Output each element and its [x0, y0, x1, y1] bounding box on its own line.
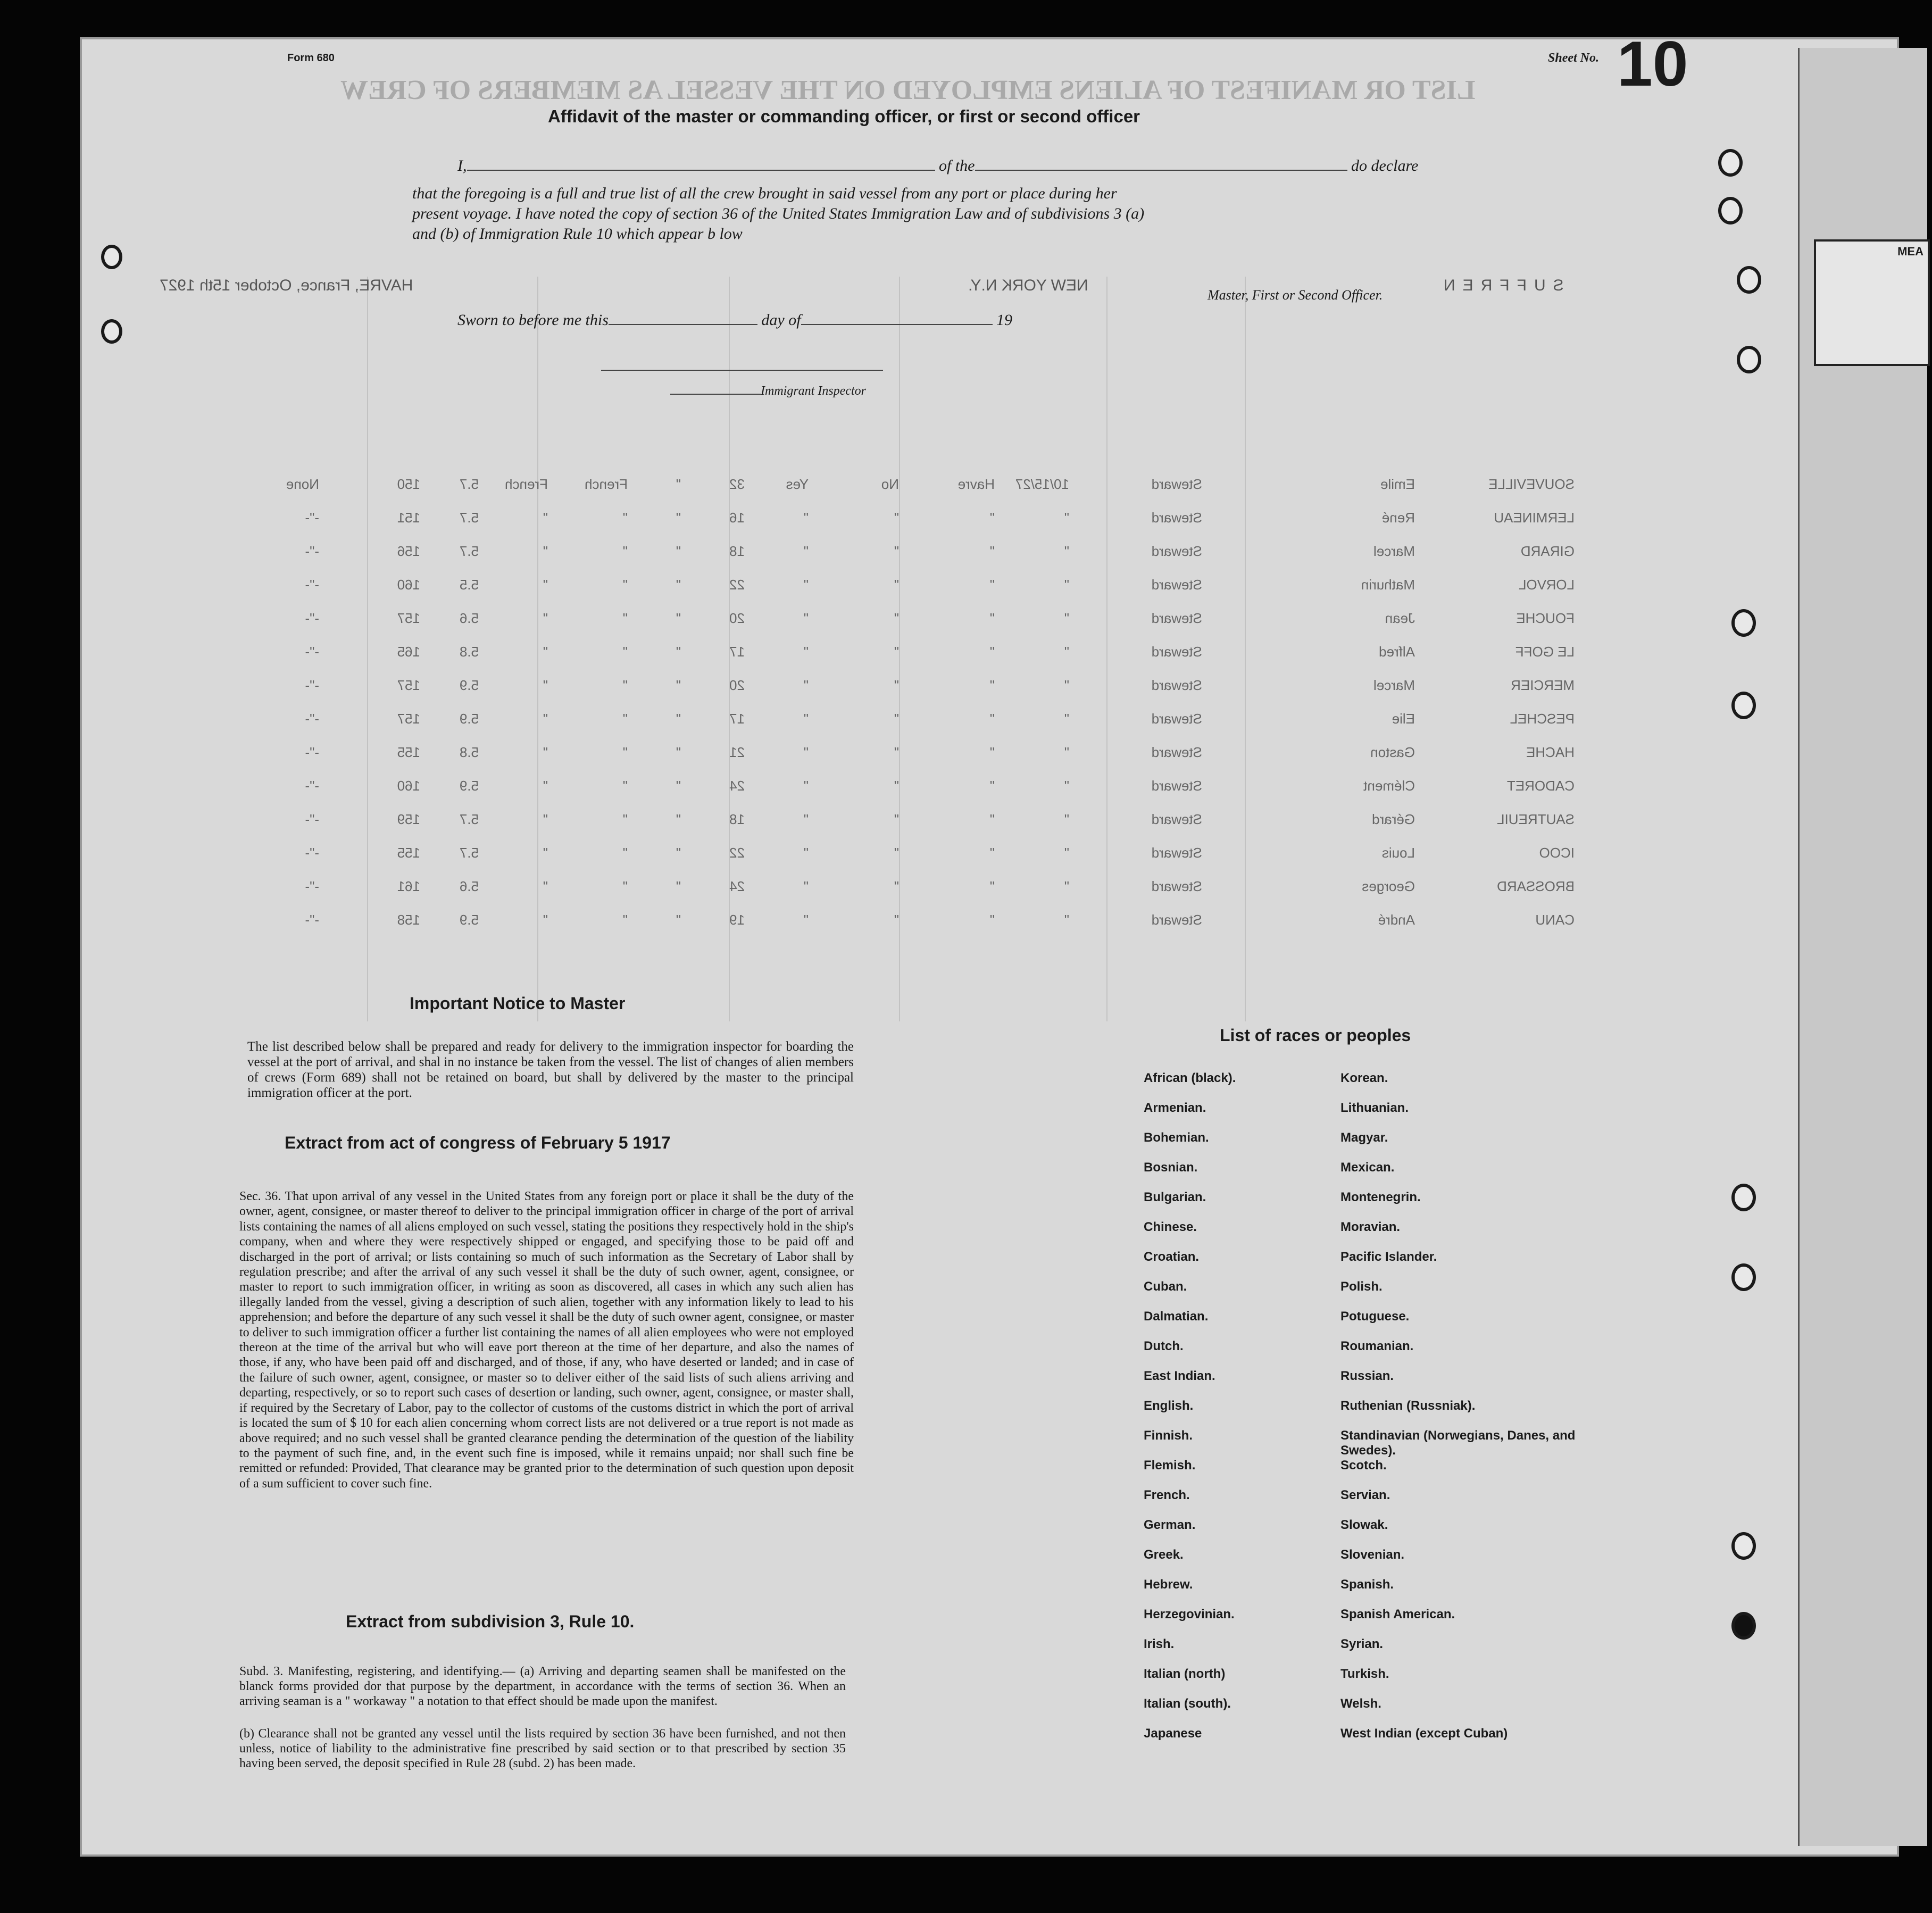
ghost-cell: " — [1064, 543, 1069, 559]
race-item: Hebrew. — [1144, 1577, 1193, 1592]
ghost-cell: " — [622, 510, 628, 526]
ghost-cell: " — [803, 744, 809, 760]
ghost-cell: 159 — [397, 811, 420, 827]
race-item: Ruthenian (Russniak). — [1340, 1399, 1476, 1413]
ghost-cell: Clément — [1363, 778, 1415, 794]
race-item: Standinavian (Norwegians, Danes, and Swedes). — [1340, 1428, 1576, 1458]
ghost-cell: " — [894, 744, 899, 760]
ghost-cell: SOUVEVILLE — [1488, 476, 1575, 492]
ghost-cell: -"- — [305, 878, 319, 894]
ghost-cell: 5.6 — [459, 878, 479, 894]
ghost-cell: Elie — [1392, 711, 1415, 727]
ghost-cell: " — [894, 878, 899, 894]
binder-hole — [1731, 1612, 1756, 1640]
ghost-cell: " — [989, 577, 995, 593]
race-item: Herzegovinian. — [1144, 1607, 1235, 1621]
binder-hole — [1731, 1184, 1756, 1211]
ghost-cell: 21 — [729, 744, 745, 760]
race-item: West Indian (except Cuban) — [1340, 1726, 1508, 1741]
ghost-cell: -"- — [305, 744, 319, 760]
ghost-cell: " — [1064, 510, 1069, 526]
ghost-cell: CANU — [1535, 912, 1575, 928]
ghost-cell: " — [989, 543, 995, 559]
ghost-cell: " — [894, 577, 899, 593]
ghost-cell: " — [894, 845, 899, 861]
ghost-cell: " — [543, 845, 548, 861]
race-item: Russian. — [1340, 1369, 1394, 1383]
ghost-cell: French — [505, 476, 548, 492]
extract-rule-text-a: Subd. 3. Manifesting, registering, and identifying.— (a) Arriving and departing seamen shall be manifested on the blanck forms provided dor that purpose by the department, in accordance with the terms of section 36. When an arriving seaman is a " workaway " a notation to that effect should be made upon the manifest. — [239, 1665, 846, 1708]
notice-text: The list described below shall be prepared and ready for delivery to the immigration inspector for boarding the vessel at the port of arrival, and shal in no instance be taken from the vessel. The list of changes of alien members of crews (Form 689) shall not be retained on board, but shall by delivered by the master to the principal immigration officer at the port. — [247, 1039, 854, 1100]
extract-rule-text-b: (b) Clearance shall not be granted any vessel until the lists required by section 36 have been furnished, and not then unless, notice of liability to the administrative fine prescribed by said section or to that prescribed by section 35 having been served, the deposit specified in Rule 28 (subd. 2) has been made. — [239, 1727, 846, 1770]
ghost-cell: 5.9 — [459, 711, 479, 727]
ghost-cell: French — [585, 476, 628, 492]
ghost-cell: " — [989, 644, 995, 660]
ghost-cell: Georges — [1362, 878, 1415, 894]
ghost-cell: " — [1064, 577, 1069, 593]
ghost-cell: 17 — [729, 711, 745, 727]
column-rule — [537, 277, 538, 1021]
ghost-cell: 5.9 — [459, 912, 479, 928]
binder-hole — [101, 245, 122, 269]
form-number: Form 680 — [287, 52, 335, 64]
ghost-cell: Alfred — [1379, 644, 1415, 660]
ghost-cell: -"- — [305, 510, 319, 526]
ghost-cell: " — [676, 610, 681, 626]
ghost-cell: " — [803, 610, 809, 626]
race-item: French. — [1144, 1488, 1190, 1502]
ghost-cell: " — [676, 845, 681, 861]
ghost-cell: 5.7 — [459, 845, 479, 861]
ghost-cell: " — [543, 778, 548, 794]
race-item: African (black). — [1144, 1071, 1236, 1085]
ghost-ny: NEW YORK N.Y. — [968, 277, 1088, 294]
ghost-cell: 5.8 — [459, 644, 479, 660]
race-item: Korean. — [1340, 1071, 1388, 1085]
race-item: Slowak. — [1340, 1518, 1388, 1532]
ghost-cell: " — [803, 510, 809, 526]
ghost-cell: 5.7 — [459, 811, 479, 827]
ghost-cell: " — [803, 845, 809, 861]
ghost-cell: " — [894, 610, 899, 626]
ghost-cell: Steward — [1151, 677, 1202, 693]
ghost-cell: " — [543, 912, 548, 928]
notice-title: Important Notice to Master — [410, 994, 626, 1013]
manifest-sheet — [80, 37, 1899, 1857]
race-item: Finnish. — [1144, 1428, 1193, 1443]
ghost-cell: 24 — [729, 878, 745, 894]
ghost-cell: " — [622, 744, 628, 760]
binder-hole — [1718, 149, 1743, 177]
race-item: Cuban. — [1144, 1279, 1187, 1294]
ghost-cell: " — [1064, 878, 1069, 894]
ghost-cell: 5.7 — [459, 543, 479, 559]
ghost-cell: " — [989, 711, 995, 727]
ghost-cell: " — [894, 912, 899, 928]
race-item: Polish. — [1340, 1279, 1383, 1294]
ghost-cell: " — [803, 577, 809, 593]
binder-hole — [101, 319, 122, 344]
ghost-cell: 5.6 — [459, 610, 479, 626]
ghost-cell: Steward — [1151, 510, 1202, 526]
ghost-cell: Mathurin — [1361, 577, 1415, 593]
ghost-cell: " — [803, 778, 809, 794]
affidavit-declare: do declare — [1351, 157, 1419, 174]
ghost-cell: FOUCHE — [1516, 610, 1575, 626]
ghost-cell: 22 — [729, 845, 745, 861]
sworn-text: Sworn to before me this — [457, 311, 609, 329]
race-item: Croatian. — [1144, 1250, 1200, 1264]
race-item: Slovenian. — [1340, 1548, 1405, 1562]
race-item: Japanese — [1144, 1726, 1202, 1741]
ghost-cell: -"- — [305, 610, 319, 626]
ghost-cell: " — [803, 677, 809, 693]
ghost-cell: " — [989, 845, 995, 861]
ghost-cell: Steward — [1151, 878, 1202, 894]
ghost-cell: -"- — [305, 845, 319, 861]
race-item: Spanish. — [1340, 1577, 1394, 1592]
ghost-manifest-header: LIST OR MANIFEST OF ALIENS EMPLOYED ON THE VESSEL AS MEMBERS OF CREW — [340, 75, 1476, 105]
ghost-cell: Steward — [1151, 644, 1202, 660]
ghost-cell: " — [803, 912, 809, 928]
affidavit-i: I, — [457, 157, 467, 174]
ghost-cell: " — [676, 510, 681, 526]
ghost-cell: -"- — [305, 677, 319, 693]
race-item: East Indian. — [1144, 1369, 1215, 1383]
ghost-cell: 150 — [397, 476, 420, 492]
ghost-cell: Gaston — [1370, 744, 1415, 760]
race-item: Magyar. — [1340, 1130, 1388, 1145]
ghost-cell: " — [1064, 811, 1069, 827]
binder-hole — [1718, 197, 1743, 224]
ghost-cell: " — [676, 476, 681, 492]
ghost-cell: Steward — [1151, 476, 1202, 492]
affidavit-title: Affidavit of the master or commanding officer, or first or second officer — [548, 106, 1140, 126]
ghost-cell: " — [803, 811, 809, 827]
extract-act-title: Extract from act of congress of February 5 1917 — [285, 1133, 671, 1152]
ghost-cell: HACHE — [1526, 744, 1575, 760]
ghost-cell: " — [622, 912, 628, 928]
ghost-cell: GIRARD — [1520, 543, 1575, 559]
column-rule — [1245, 277, 1246, 1021]
ghost-cell: Havre — [957, 476, 995, 492]
ghost-cell: " — [543, 644, 548, 660]
ghost-cell: " — [1064, 778, 1069, 794]
ghost-cell: " — [622, 845, 628, 861]
ghost-cell: " — [676, 677, 681, 693]
race-item: Mexican. — [1340, 1160, 1395, 1175]
ghost-cell: 18 — [729, 811, 745, 827]
races-list-left — [1144, 1071, 1335, 1756]
ghost-cell: " — [894, 778, 899, 794]
ghost-cell: 5.7 — [459, 510, 479, 526]
race-item: Dalmatian. — [1144, 1309, 1209, 1324]
race-item: Armenian. — [1144, 1101, 1206, 1115]
inspector-signature-line — [601, 370, 883, 371]
ghost-cell: " — [543, 543, 548, 559]
ghost-cell: Steward — [1151, 744, 1202, 760]
race-item: Welsh. — [1340, 1696, 1381, 1711]
ghost-cell: Steward — [1151, 610, 1202, 626]
ghost-cell: " — [676, 543, 681, 559]
ghost-cell: 5.9 — [459, 677, 479, 693]
ghost-cell: " — [1064, 711, 1069, 727]
ghost-ship: SUFFREN — [1436, 277, 1564, 294]
ghost-cell: -"- — [305, 543, 319, 559]
ghost-cell: " — [1064, 912, 1069, 928]
ghost-cell: " — [543, 510, 548, 526]
races-list-right — [1340, 1071, 1585, 1756]
ghost-cell: 19 — [729, 912, 745, 928]
race-item: Greek. — [1144, 1548, 1184, 1562]
ghost-cell: " — [622, 610, 628, 626]
ghost-cell: " — [622, 878, 628, 894]
race-item: Bohemian. — [1144, 1130, 1209, 1145]
ghost-cell: " — [622, 543, 628, 559]
affidavit-body — [412, 184, 1436, 244]
ghost-cell: " — [543, 577, 548, 593]
column-rule — [1106, 277, 1107, 1021]
ghost-cell: Jean — [1385, 610, 1415, 626]
ghost-cell: Yes — [786, 476, 809, 492]
race-item: Syrian. — [1340, 1637, 1384, 1651]
ghost-cell: No — [881, 476, 899, 492]
ghost-cell: " — [543, 711, 548, 727]
race-item: Flemish. — [1144, 1458, 1196, 1473]
sheet-number: 10 — [1617, 28, 1688, 99]
races-title: List of races or peoples — [1220, 1026, 1411, 1045]
binder-hole — [1731, 609, 1756, 637]
ghost-cell: 151 — [397, 510, 420, 526]
ghost-cell: 155 — [397, 744, 420, 760]
race-item: English. — [1144, 1399, 1194, 1413]
binder-hole — [1737, 266, 1761, 294]
race-item: Scotch. — [1340, 1458, 1387, 1473]
ghost-cell: " — [676, 744, 681, 760]
ghost-cell: " — [803, 711, 809, 727]
binder-hole — [1731, 1263, 1756, 1291]
meal-tab-label: MEA — [1897, 245, 1923, 258]
ghost-cell: André — [1378, 912, 1415, 928]
race-item: Potuguese. — [1340, 1309, 1410, 1324]
ghost-cell: 157 — [397, 677, 420, 693]
race-item: Servian. — [1340, 1488, 1390, 1502]
ghost-cell: " — [894, 644, 899, 660]
ghost-cell: 5.8 — [459, 744, 479, 760]
ghost-cell: Louis — [1381, 845, 1415, 861]
ghost-cell: " — [622, 644, 628, 660]
ghost-cell: PESCHEL — [1510, 711, 1575, 727]
affidavit-body-1: that the foregoing is a full and true list of all the crew brought in said vessel from any port or place during her — [412, 185, 1117, 202]
ghost-cell: " — [894, 711, 899, 727]
ghost-cell: " — [803, 878, 809, 894]
ghost-cell: " — [894, 811, 899, 827]
ghost-cell: " — [989, 610, 995, 626]
ghost-cell: " — [543, 811, 548, 827]
ghost-cell: Marcel — [1373, 543, 1415, 559]
ghost-cell: " — [989, 811, 995, 827]
ghost-cell: " — [1064, 845, 1069, 861]
ghost-cell: Gérard — [1372, 811, 1415, 827]
ghost-cell: 32 — [729, 476, 745, 492]
ghost-cell: 20 — [729, 610, 745, 626]
affidavit-body-3: and (b) of Immigration Rule 10 which appear b low — [412, 225, 743, 243]
ghost-cell: -"- — [305, 644, 319, 660]
ghost-cell: -"- — [305, 711, 319, 727]
binder-hole — [1731, 692, 1756, 719]
ghost-cell: Marcel — [1373, 677, 1415, 693]
ghost-cell: 10/15/27 — [1015, 476, 1069, 492]
ghost-cell: -"- — [305, 811, 319, 827]
race-item: German. — [1144, 1518, 1196, 1532]
binder-hole — [1737, 346, 1761, 373]
year-text: 19 — [996, 311, 1013, 329]
ghost-cell: ICOO — [1539, 845, 1575, 861]
ghost-cell: -"- — [305, 577, 319, 593]
ghost-cell: " — [894, 510, 899, 526]
ghost-cell: 24 — [729, 778, 745, 794]
inspector-label — [670, 384, 866, 398]
officer-label: Master, First or Second Officer. — [1208, 287, 1383, 303]
ghost-cell: LERMINEAU — [1494, 510, 1575, 526]
ghost-cell: " — [543, 677, 548, 693]
ghost-cell: 5.9 — [459, 778, 479, 794]
sworn-line — [457, 311, 1012, 329]
race-item: Bulgarian. — [1144, 1190, 1206, 1204]
ghost-cell: -"- — [305, 778, 319, 794]
ghost-cell: " — [676, 577, 681, 593]
ghost-cell: " — [989, 744, 995, 760]
race-item: Pacific Islander. — [1340, 1250, 1437, 1264]
ghost-cell: " — [1064, 677, 1069, 693]
ghost-cell: " — [989, 510, 995, 526]
ghost-cell: " — [543, 610, 548, 626]
ghost-cell: " — [676, 912, 681, 928]
ghost-cell: " — [676, 811, 681, 827]
ghost-cell: " — [1064, 744, 1069, 760]
ghost-cell: 18 — [729, 543, 745, 559]
ghost-cell: 160 — [397, 778, 420, 794]
sheet-label: Sheet No. — [1548, 51, 1599, 65]
ghost-cell: SAUTREUIL — [1497, 811, 1575, 827]
ghost-cell: -"- — [305, 912, 319, 928]
ghost-cell: None — [286, 476, 319, 492]
affidavit-of-the: of the — [939, 157, 975, 174]
extract-rule-title: Extract from subdivision 3, Rule 10. — [346, 1612, 635, 1631]
ghost-cell: CADORET — [1506, 778, 1575, 794]
ghost-cell: 5.7 — [459, 476, 479, 492]
ghost-cell: 160 — [397, 577, 420, 593]
ghost-cell: BROSSARD — [1497, 878, 1575, 894]
ghost-cell: 157 — [397, 610, 420, 626]
ghost-cell: 20 — [729, 677, 745, 693]
ghost-cell: 22 — [729, 577, 745, 593]
ghost-cell: 17 — [729, 644, 745, 660]
ghost-cell: Steward — [1151, 778, 1202, 794]
ghost-cell: Steward — [1151, 577, 1202, 593]
ghost-cell: " — [989, 912, 995, 928]
day-of-text: day of — [761, 311, 801, 329]
race-item: Italian (north) — [1144, 1667, 1226, 1681]
ghost-cell: Steward — [1151, 543, 1202, 559]
ghost-cell: 5.5 — [459, 577, 479, 593]
ghost-cell: Steward — [1151, 711, 1202, 727]
race-item: Dutch. — [1144, 1339, 1184, 1353]
ghost-cell: " — [622, 677, 628, 693]
ghost-cell: " — [894, 543, 899, 559]
race-item: Spanish American. — [1340, 1607, 1455, 1621]
race-item: Turkish. — [1340, 1667, 1389, 1681]
ghost-cell: LE GOFF — [1515, 644, 1575, 660]
ghost-cell: " — [622, 711, 628, 727]
ghost-cell: " — [989, 677, 995, 693]
race-item: Moravian. — [1340, 1220, 1401, 1234]
ghost-cell: 161 — [397, 878, 420, 894]
ghost-cell: " — [894, 677, 899, 693]
race-item: Bosnian. — [1144, 1160, 1198, 1175]
binder-hole — [1731, 1532, 1756, 1560]
ghost-cell: 158 — [397, 912, 420, 928]
ghost-cell: 16 — [729, 510, 745, 526]
ghost-cell: " — [989, 878, 995, 894]
ghost-cell: Steward — [1151, 912, 1202, 928]
ghost-cell: " — [676, 878, 681, 894]
ghost-cell: " — [1064, 610, 1069, 626]
race-item: Irish. — [1144, 1637, 1175, 1651]
ghost-cell: LORVOL — [1518, 577, 1575, 593]
ghost-cell: 165 — [397, 644, 420, 660]
meal-column-tab — [1814, 239, 1930, 366]
ghost-cell: " — [803, 543, 809, 559]
race-item: Chinese. — [1144, 1220, 1197, 1234]
column-rule — [367, 277, 368, 1021]
column-rule — [899, 277, 900, 1021]
affidavit-line-1 — [457, 157, 1418, 175]
ghost-cell: " — [543, 878, 548, 894]
ghost-cell: " — [676, 778, 681, 794]
ghost-cell: " — [1064, 644, 1069, 660]
ghost-cell: " — [989, 778, 995, 794]
ghost-cell: " — [676, 644, 681, 660]
ghost-cell: " — [543, 744, 548, 760]
ghost-cell: Emile — [1380, 476, 1415, 492]
ghost-cell: " — [803, 644, 809, 660]
ghost-cell: " — [622, 811, 628, 827]
race-item: Montenegrin. — [1340, 1190, 1421, 1204]
ghost-cell: " — [676, 711, 681, 727]
ghost-port-line: HAVRE, France, October 15th 1927 — [160, 277, 413, 294]
race-item: Roumanian. — [1340, 1339, 1414, 1353]
inspector-text: Immigrant Inspector — [761, 384, 866, 398]
affidavit-body-2: present voyage. I have noted the copy of section 36 of the United States Immigration Law and of subdivisions 3 (a) — [412, 205, 1145, 222]
extract-act-text: Sec. 36. That upon arrival of any vessel in the United States from any foreign port or place it shall be the duty of the owner, agent, consignee, or master thereof to deliver to the principal immigration officer in charge of the port of arrival lists containing the names of all aliens employed on such vessel, stating the positions they respectively hold in the ship's company, when and where they were respectively shipped or engaged, and specifying those to be paid off and discharged in the port of arrival; or lists containing so much of such information as the Secretary of Labor shall by regulation prescribe; and after the arrival of any such vessel it shall be the duty of such owner, agent, consignee, or master to report to such immigration officer, in writing as soon as discovered, all cases in which any such alien has illegally landed from the vessel, giving a description of such alien, together with any information likely to lead to his apprehension; and before the departure of any such vessel it shall be the duty of such owner agent, consignee, or master to deliver to such immigration officer a further list containing the names of all alien employees who were not employed thereon at the time of the arrival but who will eave port thereon at the time of her departure, and also the names of those, if any, who have been paid off and discharged, and of those, if any, who have deserted or landed; and in case of the failure of such owner, agent, consignee, or master so to deliver either of the said lists of such aliens arriving and departing, respectively, or so to report such cases of desertion or landing, such owner, agent, consignee, or master shall, if required by the Secretary of Labor, pay to the collector of customs of the customs district in which the port of arrival is located the sum of $ 10 for each alien concerning whom correct lists are not delivered or a true report is not made as above required; and no such vessel shall be granted clearance pending the determination of the question of the liability to the payment of such fine, and, in the event such fine is imposed, while it remains unpaid; nor shall such fine be remitted or refunded: Provided, That clearance may be granted prior to the determination of such question upon deposit of a sum sufficient to cover such fine. — [239, 1190, 854, 1491]
ghost-cell: René — [1381, 510, 1415, 526]
ghost-cell: " — [622, 577, 628, 593]
ghost-cell: MERCIER — [1511, 677, 1575, 693]
ghost-cell: Steward — [1151, 811, 1202, 827]
race-item: Italian (south). — [1144, 1696, 1231, 1711]
ghost-cell: Steward — [1151, 845, 1202, 861]
ghost-cell: 155 — [397, 845, 420, 861]
ghost-cell: " — [622, 778, 628, 794]
ghost-cell: 156 — [397, 543, 420, 559]
race-item: Lithuanian. — [1340, 1101, 1409, 1115]
ghost-cell: 157 — [397, 711, 420, 727]
